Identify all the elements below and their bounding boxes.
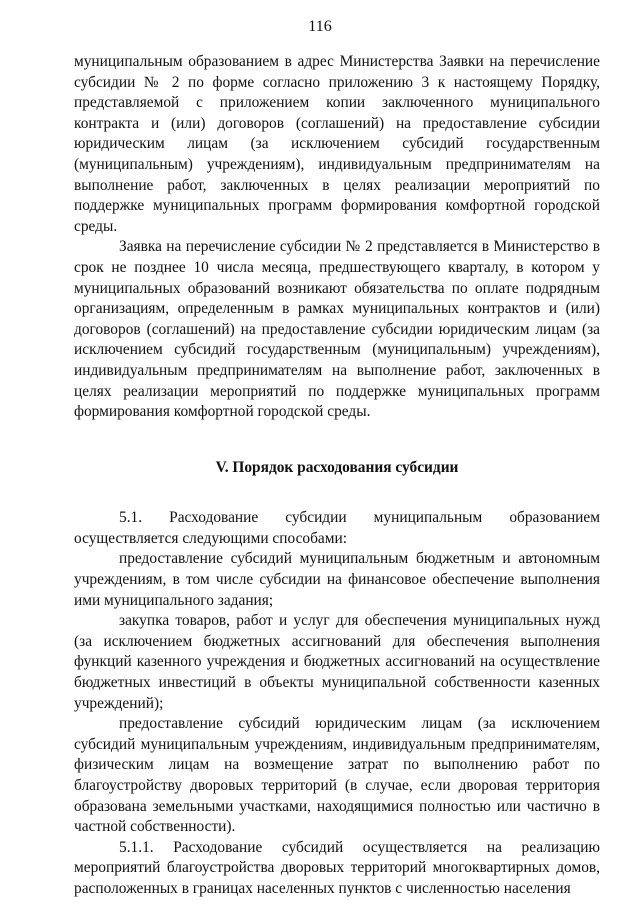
paragraph-5-1-1: 5.1.1. Расходование субсидий осуществляется на реализацию мероприятий благоустройства дворовых территорий многоквартирных домов, расположенных в границах населенных пунктов с численностью населения bbox=[74, 838, 600, 897]
paragraph-continuation: муниципальным образованием в адрес Министерства Заявки на перечисление субсидии № 2 по форме согласно приложению 3 к настоящему Порядку, представляемой с приложением копии заключенного муниципального контракта и (или) договоров (соглашений) на предоставление субсидии юридическим лицам (за исключением субсидий государственным (муниципальным) учреждениям), индивидуальным предпринимателям на выполнение работ, заключенных в целях реализации мероприятий по поддержке муниципальных программ формирования комфортной городской среды. bbox=[74, 53, 600, 235]
paragraph-method-subsidies-legal-entities: предоставление субсидий юридическим лицам (за исключением субсидий муниципальным учреждениям, индивидуальным предпринимателям, физическим лицам на возмещение затрат по выполнению работ по благоустройству дворовых территорий (в случае, если дворовая территория образована земельными участками, находящимися полностью или частично в частной собственности). bbox=[74, 715, 600, 836]
page-content bbox=[74, 52, 600, 900]
page-number: 116 bbox=[308, 18, 332, 35]
paragraph-5-1: 5.1. Расходование субсидии муниципальным образованием осуществляется следующими способами: bbox=[74, 509, 600, 547]
paragraph-application-deadline: Заявка на перечисление субсидии № 2 представляется в Министерство в срок не позднее 10 числа месяца, предшествующего кварталу, в котором у муниципальных образований возникают обязательства по оплате подрядным организациям, определенным в рамках муниципальных контрактов и (или) договоров (соглашений) на предоставление субсидии юридическим лицам (за исключением субсидий государственным (муниципальным) учреждениям), индивидуальным предпринимателям на выполнение работ, заключенных в целях реализации мероприятий по поддержке муниципальных программ формирования комфортной городской среды. bbox=[74, 238, 600, 421]
section-heading: V. Порядок расходования субсидии bbox=[215, 458, 459, 476]
paragraph-method-subsidies-institutions: предоставление субсидий муниципальным бюджетным и автономным учреждениям, в том числе субсидии на финансовое обеспечение выполнения ими муниципального задания; bbox=[74, 550, 600, 609]
paragraph-method-procurement: закупка товаров, работ и услуг для обеспечения муниципальных нужд (за исключением бюджетных ассигнований для обеспечения выполнения функций казенного учреждения и бюджетных ассигнований на осуществление бюджетных инвестиций в объекты муниципальной собственности казенных учреждений); bbox=[74, 612, 600, 712]
